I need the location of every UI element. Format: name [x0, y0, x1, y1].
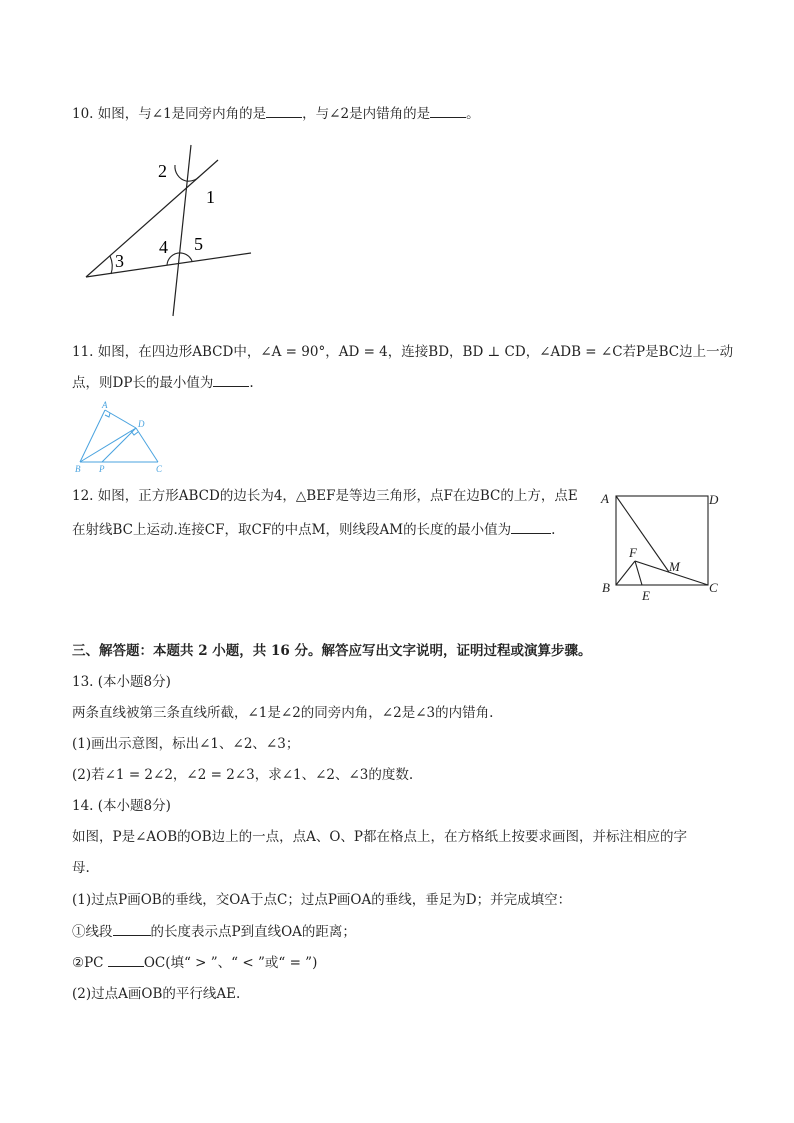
q11-right-angle-a: [105, 413, 110, 417]
q12-line-2b: .: [551, 522, 556, 538]
q14-stem-2: 母.: [72, 860, 90, 876]
q11-label-a: A: [102, 400, 108, 410]
q12-segment-bf: [616, 561, 635, 585]
q12-segment-am: [616, 496, 669, 572]
q14-title: 14. (本小题8分): [72, 798, 171, 814]
q12-label-d: D: [709, 492, 719, 507]
q10-text-c: 。: [466, 106, 480, 122]
q11-line-1: 11. 如图，在四边形ABCD中，∠A = 90°，AD = 4，连接BD，BD ⊥ CD，∠ADB = ∠C若P是BC边上一动: [72, 344, 734, 360]
q10-arc-angle2: [175, 165, 186, 181]
q12-label-c: C: [709, 580, 718, 595]
q11-line-2b: .: [249, 375, 254, 391]
q11-line-2: [72, 373, 254, 392]
q11-label-b: B: [75, 464, 81, 474]
q12-label-m: M: [669, 559, 680, 574]
q11-figure: [72, 398, 172, 478]
q11-side-ad: [105, 410, 136, 428]
q10-text-b: ，与∠2是内错角的是: [302, 106, 431, 122]
q11-label-p: P: [99, 464, 105, 474]
q12-square-abcd: [616, 496, 708, 585]
q10-figure: [80, 140, 270, 325]
q10-blank-1: [266, 104, 302, 118]
q14-sub-2: [72, 953, 317, 972]
q10-label-2: 2: [158, 161, 167, 181]
q11-line-2a: 点，则DP长的最小值为: [72, 375, 214, 391]
q12-label-f: F: [629, 545, 637, 560]
q10-text-a: 10. 如图，与∠1是同旁内角的是: [72, 106, 267, 122]
q12-line-2: [72, 520, 555, 539]
q12-label-b: B: [602, 580, 610, 595]
q12-label-a: A: [601, 491, 609, 506]
q11-right-angle-d: [131, 431, 138, 435]
q14-part-1: (1)过点P画OB的垂线，交OA于点C；过点P画OA的垂线，垂足为D；并完成填空：: [72, 892, 572, 908]
q12-segment-fe: [635, 561, 642, 585]
q13-title: 13. (本小题8分): [72, 674, 171, 690]
q14-sub-2a: ②PC: [72, 955, 104, 971]
q12-label-e: E: [642, 588, 650, 603]
q13-part-2: (2)若∠1 = 2∠2，∠2 = 2∠3，求∠1、∠2、∠3的度数.: [72, 767, 414, 783]
q14-sub-1: [72, 922, 356, 941]
q10-label-3: 3: [115, 251, 124, 271]
q10-blank-2: [430, 104, 466, 118]
q12-line-1: 12. 如图，正方形ABCD的边长为4，△BEF是等边三角形，点F在边BC的上方，点E: [72, 488, 578, 504]
q14-stem-1: 如图，P是∠AOB的OB边上的一点，点A、O、P都在格点上，在方格纸上按要求画图，并标注相应的字: [72, 829, 688, 845]
q14-blank-2: [108, 953, 144, 967]
q12-blank: [511, 520, 551, 534]
q14-part-2: (2)过点A画OB的平行线AE.: [72, 986, 241, 1002]
q11-blank: [213, 373, 249, 387]
q11-side-dc: [136, 428, 158, 462]
q10-label-4: 4: [159, 237, 168, 257]
q14-blank-1: [113, 922, 151, 936]
section-3-heading: 三、解答题：本题共 2 小题，共 16 分。解答应写出文字说明，证明过程或演算步骤。: [72, 643, 592, 659]
q13-part-1: (1)画出示意图，标出∠1、∠2、∠3；: [72, 736, 300, 752]
q14-sub-1b: 的长度表示点P到直线OA的距离；: [150, 924, 356, 940]
q14-sub-2b: OC(填“ > ”、“ < ”或“ = ”): [143, 955, 318, 971]
q13-stem: 两条直线被第三条直线所截，∠1是∠2的同旁内角，∠2是∠3的内错角.: [72, 705, 494, 721]
q10-text: [72, 104, 480, 123]
q10-arc-angle3: [110, 256, 112, 274]
q11-label-d: D: [138, 419, 145, 429]
q10-label-5: 5: [194, 234, 203, 254]
q11-label-c: C: [156, 464, 163, 474]
q14-sub-1a: ①线段: [72, 924, 113, 940]
q10-label-1: 1: [206, 187, 215, 207]
q12-line-2a: 在射线BC上运动.连接CF，取CF的中点M，则线段AM的长度的最小值为: [72, 522, 512, 538]
q12-figure: [598, 486, 728, 606]
